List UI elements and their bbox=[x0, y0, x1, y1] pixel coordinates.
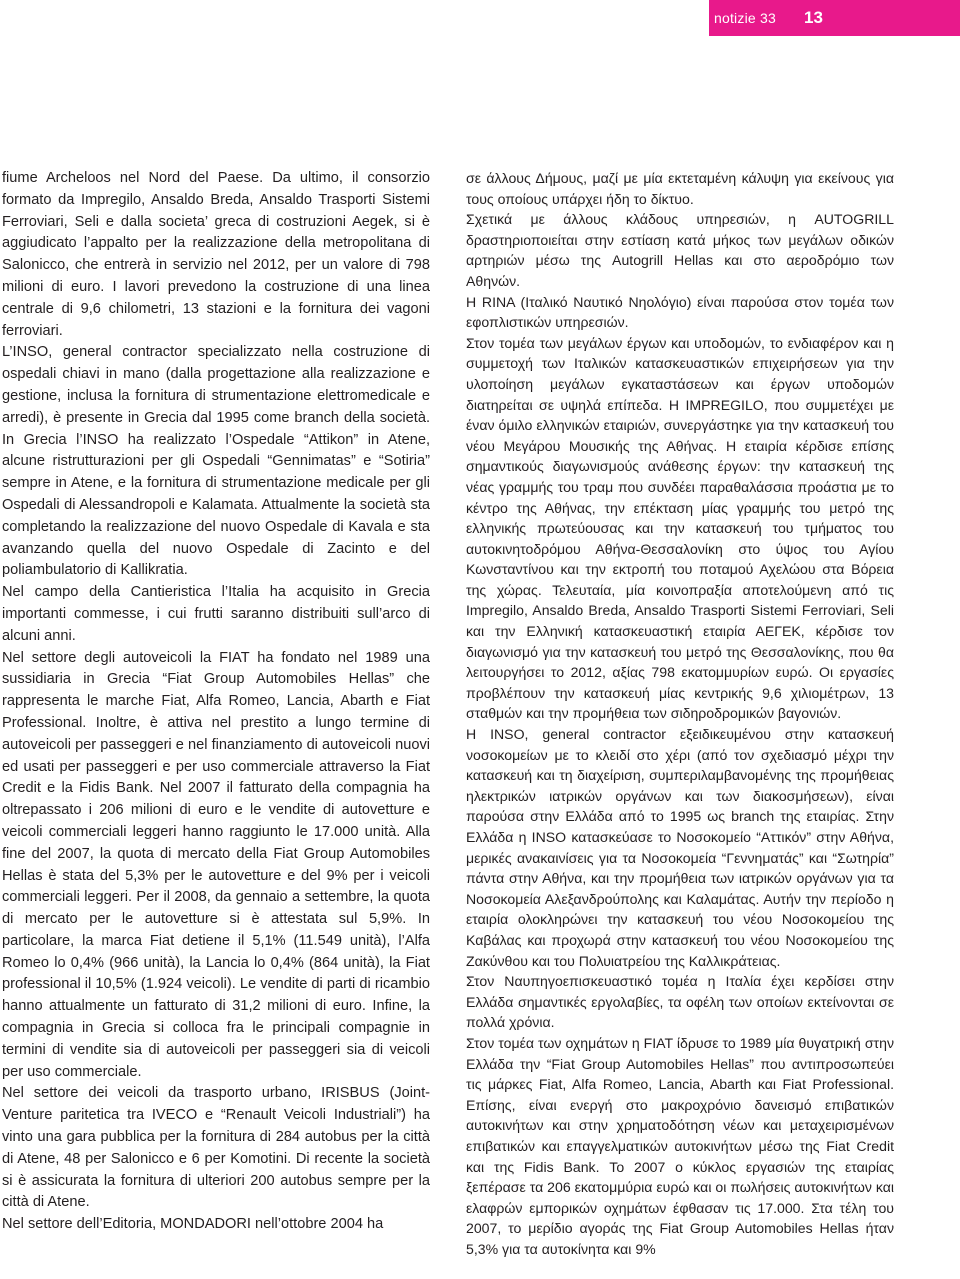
greek-text-column bbox=[466, 168, 894, 1259]
paragraph: Nel settore degli autoveicoli la FIAT ha fondato nel 1989 una sussidiaria in Grecia “Fiat Group Automobiles Hellas” che rappresenta le marche Fiat, Alfa Romeo, Lancia, Abarth e Fiat Professional. Inoltre, è attiva nel prestito a lungo termine di autoveicoli per passeggeri e nel finanziamento di autoveicoli nuovi ed usati per passeggeri e per uso commerciale attraverso la Fiat Credit e la Fidis Bank. Nel 2007 il fatturato della compagnia ha oltrepassato i 206 milioni di euro e le vendite di autovetture e veicoli commerciali leggeri hanno raggiunto le 17.000 unità. Alla fine del 2007, la quota di mercato della Fiat Group Automobiles Hellas è stata del 5,3% per le autovetture e del 9% per i veicoli commerciali leggeri. Per il 2008, da gennaio a settembre, la quota di mercato per le autovetture si è attestata sul 5,9%. In particolare, la marca Fiat detiene il 5,1% (11.549 unità), l’Alfa Romeo lo 0,4% (966 unità), la Lancia lo 0,4% (864 unità), la Fiat professional il 10,5% (1.924 veicoli). Le vendite di parti di ricambio hanno attualmente un fatturato di 31,2 milioni di euro. Infine, la compagnia in Grecia si colloca fra le principali compagnie in termini di vendite sia di autoveicoli per passeggeri sia di veicoli per uso commerciale. bbox=[2, 649, 430, 1080]
paragraph: Η RINA (Ιταλικό Ναυτικό Νηολόγιο) είναι παρούσα στον τομέα των εφοπλιστικών υπηρεσιών. bbox=[466, 293, 894, 331]
paragraph: Nel settore dell’Editoria, MONDADORI nell’ottobre 2004 ha bbox=[2, 1216, 384, 1233]
page-number: 13 bbox=[804, 8, 823, 27]
paragraph: σε άλλους Δήμους, μαζί με μία εκτεταμένη κάλυψη για εκείνους για τους οποίους υπάρχει ήδη το δίκτυο. bbox=[466, 170, 894, 207]
paragraph: Σχετικά με άλλους κλάδους υπηρεσιών, η AUTOGRILL δραστηριοποιείται στην εστίαση κατά μήκος των μεγάλων οδικών αρτηριών μέσω της Autogrill Hellas και στο αεροδρόμιο των Αθηνών. bbox=[466, 211, 894, 289]
italian-text-column bbox=[2, 168, 430, 1236]
paragraph: Nel campo della Cantieristica l’Italia ha acquisito in Grecia importanti commesse, i cui frutti saranno distribuiti sull’arco di alcuni anni. bbox=[2, 584, 430, 644]
paragraph: Στον τομέα των μεγάλων έργων και υποδομών, το ενδιαφέρον και η συμμετοχή των Ιταλικών κατασκευαστικών επιχειρήσεων για την υλοποίηση μεγάλων εγκαταστάσεων και έργων υποδομών διατηρείται σε υψηλά επίπεδα. Η IMPREGILO, που συμμετέχει με έναν όμιλο ελληνικών εταιριών, συνεργάστηκε για την κατασκευή του νέου Μεγάρου Μουσικής της Αθήνας. Η εταιρία κέρδισε επίσης σημαντικούς διαγωνισμούς ανάθεσης έργων: την κατασκευή της νέας γραμμής του τραμ που συνδέει παραθαλάσσια προάστια με το κέντρο της Αθήνας, την επέκταση μίας γραμμής του μετρό της ελληνικής πρωτεύουσας και την κατασκευή του τμήματος του αυτοκινητοδρόμου Αθήνα-Θεσσαλονίκη στο ύψος του Αγίου Κωνσταντίνου και την εκτροπή του ποταμού Αχελώου στα Βόρεια της χώρας. Τελευταία, μία κοινοπραξία αποτελούμενη από τις Impregilo, Ansaldo Breda, Ansaldo Trasporti Sistemi Ferroviari, Seli και την Ελληνική κατασκευαστική εταιρία ΑΕΓΕΚ, κέρδισε τον διαγωνισμό για την κατασκευή του μετρό της Θεσσαλονίκης, που θα λειτουργήσει το 2012, αξίας 798 εκατομμυρίων ευρώ. Οι εργασίες προβλέπουν την κατασκευή μίας κεντρικής 9,6 χιλιομέτρων, 13 σταθμών και την προμήθεια των σιδηροδρομικών βαγονιών. bbox=[466, 334, 894, 722]
paragraph: L’INSO, general contractor specializzato nella costruzione di ospedali chiavi in mano (dalla progettazione alla realizzazione e gestione, inclusa la fornitura di strumentazione elettromedicale e arredi), è presente in Grecia dal 1995 come branch della società. In Grecia l’INSO ha realizzato l’Ospedale “Attikon” in Atene, alcune ristrutturazioni per gli Ospedali “Gennimatas” e “Sotiria” sempre in Atene, e la fornitura di strumentazione medicale per gli Ospedali di Alessandropoli e Kalamata. Attualmente la società sta completando la realizzazione del nuovo Ospedale di Kavala e sta avanzando quella del nuovo Ospedale di Zacinto e del poliambulatorio di Kallikratia. bbox=[2, 344, 430, 579]
paragraph: Στον Ναυπηγοεπισκευαστικό τομέα η Ιταλία έχει κερδίσει στην Ελλάδα σημαντικές εργολαβίες, τα οφέλη των οποίων εκτείνονται σε πολλά χρόνια. bbox=[466, 973, 894, 1031]
paragraph: Η INSO, general contractor εξειδικευμένου στην κατασκευή νοσοκομείων με το κλειδί στο χέρι (από τον σχεδιασμό μέχρι την κατασκευή και τη διαχείριση, συμπεριλαμβανομένης της προμήθειας ηλεκτρικών ιατρικών οργάνων και των διακοσμήσεων), είναι παρούσα στην Ελλάδα από το 1995 ως branch της εταιρίας. Στην Ελλάδα η INSO κατασκεύασε το Νοσοκομείο “Αττικόν” στην Αθήνα, μερικές ανακαινίσεις για τα Νοσοκομεία “Γεννηματάς” και “Σωτηρία” πάντα στην Αθήνα, και την προμήθεια των ιατρικών οργάνων για τα Νοσοκομεία Αλεξανδρούπολης και Καλαμάτας. Αυτήν την περίοδο η εταιρία ολοκληρώνει την κατασκευή του νέου Νοσοκομείου της Καβάλας και προχωρά στην κατασκευή του νέου Νοσοκομείου της Ζακύνθου και του Πολυιατρείου της Καλλικράτειας. bbox=[466, 726, 894, 969]
paragraph: Nel settore dei veicoli da trasporto urbano, IRISBUS (Joint-Venture paritetica tra IVECO e “Renault Veicoli Industriali”) ha vinto una gara pubblica per la fornitura di 284 autobus per la città di Atene, 48 per Salonicco e 6 per Komotini. Di recente la società si è assicurata la fornitura di ulteriori 200 autobus sempre per la città di Atene. bbox=[2, 1085, 430, 1211]
paragraph: fiume Archeloos nel Nord del Paese. Da ultimo, il consorzio formato da Impregilo, Ansaldo Breda, Ansaldo Trasporti Sistemi Ferroviari, Seli e dalla societa’ greca di costruzioni Aegek, si è aggiudicato l’appalto per la realizzazione della metropolitana di Salonicco, che entrerà in servizio nel 2012, per un valore di 798 milioni di euro. I lavori prevedono la costruzione di una linea centrale di 9,6 chilometri, 13 stazioni e la fornitura dei vagoni ferroviari. bbox=[2, 170, 430, 339]
page-header-tab bbox=[709, 0, 960, 36]
section-title: notizie 33 bbox=[714, 10, 776, 26]
paragraph: Στον τομέα των οχημάτων η FIAT ίδρυσε το 1989 μία θυγατρική στην Ελλάδα την “Fiat Group Automobiles Hellas” που αντιπροσωπεύει τις μάρκες Fiat, Alfa Romeo, Lancia, Abarth και Fiat Professional. Επίσης, είναι ενεργή στο μακροχρόνιο δανεισμό επιβατικών αυτοκινήτων και στην χρηματοδότηση νέων και μεταχειρισμένων επιβατικών και επαγγελματικών αυτοκινήτων μέσω της Fiat Credit και της Fidis Bank. Το 2007 ο κύκλος εργασιών της εταιρίας ξεπέρασε τα 206 εκατομμύρια ευρώ και οι πωλήσεις αυτοκινήτων και ελαφρών εμπορικών οχημάτων έφθασαν τις 17.000. Στα τέλη του 2007, το μερίδιο αγοράς της Fiat Group Automobiles Hellas ήταν 5,3% για τα αυτοκίνητα και 9% bbox=[466, 1034, 894, 1257]
